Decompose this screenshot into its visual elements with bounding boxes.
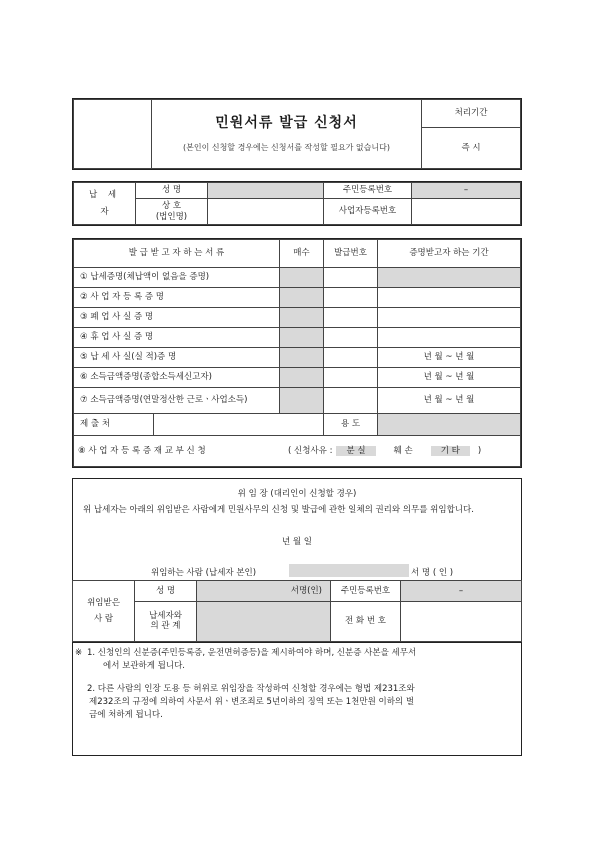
reissue-other-option[interactable]: 기 타 (431, 446, 470, 457)
note-2-line-c: 금에 처하게 됩니다. (89, 710, 163, 721)
doc-issue-no-field[interactable] (324, 268, 378, 288)
doc-row-label: ⑦ 소득금액증명(연말정산한 근로ㆍ사업소득) (74, 388, 280, 414)
processing-period-value: 즉 시 (422, 128, 521, 169)
documents-section (72, 238, 522, 468)
company-label-sub: (법인명) (155, 211, 188, 222)
relation-label-cell (135, 601, 197, 641)
doc-issue-no-field[interactable] (324, 388, 378, 414)
doc-count-field[interactable] (280, 328, 324, 348)
delegatee-resident-no-label: 주민등록번호 (331, 581, 401, 602)
doc-count-field[interactable] (280, 308, 324, 328)
signature-label: 서 명 ( 인 ) (411, 568, 454, 578)
taxpayer-label-cell (74, 183, 136, 225)
notes-mark: ※ (75, 648, 83, 658)
use-field[interactable] (378, 414, 521, 436)
taxpayer-label-1: 납 세 (88, 189, 121, 200)
doc-row-label: ⑤ 납 세 사 실(실 적)증 명 (74, 348, 280, 368)
phone-label: 전 화 번 호 (331, 601, 401, 641)
form-header (72, 98, 522, 170)
doc-count-field[interactable] (280, 368, 324, 388)
doc-issue-no-field[interactable] (324, 368, 378, 388)
doc-issue-no-field[interactable] (324, 308, 378, 328)
name-label: 성 명 (136, 183, 208, 199)
doc-count-field[interactable] (280, 288, 324, 308)
delegatee-resident-no-field[interactable]: – (401, 581, 522, 602)
notes-section (72, 642, 522, 756)
submit-to-field[interactable] (154, 414, 324, 436)
doc-row (74, 388, 521, 414)
doc-row-label: ③ 폐 업 사 실 증 명 (74, 308, 280, 328)
doc-issue-no-field[interactable] (324, 348, 378, 368)
delegatee-label-cell (73, 581, 135, 642)
doc-row (74, 328, 521, 348)
doc-issue-no-field[interactable] (324, 328, 378, 348)
header-blank-cell (74, 100, 152, 169)
doc-row (74, 348, 521, 368)
doc-count-field[interactable] (280, 388, 324, 414)
note-2 (87, 683, 517, 723)
doc-period-field[interactable]: 년 월 ~ 년 월 (378, 368, 521, 388)
reissue-label: ⑧ 사 업 자 등 록 증 재 교 부 신 청 (78, 445, 206, 456)
note-1 (87, 647, 517, 673)
taxpayer-section (72, 181, 522, 226)
doc-count-field[interactable] (280, 348, 324, 368)
doc-row (74, 268, 521, 288)
doc-row-label: ① 납세증명(체납액이 없음을 증명) (74, 268, 280, 288)
doc-row-label: ④ 휴 업 사 실 증 명 (74, 328, 280, 348)
reissue-reason-open: ( 신청사유 : (288, 445, 333, 456)
reissue-row (74, 436, 521, 467)
reissue-damaged-option[interactable]: 훼 손 (393, 445, 413, 456)
doc-row (74, 288, 521, 308)
doc-period-field[interactable] (378, 288, 521, 308)
delegation-section (72, 478, 522, 642)
company-label: 상 호 (161, 200, 182, 211)
docs-header-documents: 발 급 받 고 자 하 는 서 류 (74, 240, 280, 268)
doc-row-label: ② 사 업 자 등 록 증 명 (74, 288, 280, 308)
doc-period-field[interactable] (378, 328, 521, 348)
delegatee-name-field[interactable]: 서명(인) (197, 581, 331, 602)
company-field[interactable] (208, 199, 324, 225)
resident-no-label: 주민등록번호 (324, 183, 412, 199)
reissue-reason-close: ) (477, 445, 482, 456)
taxpayer-label-2: 자 (100, 206, 109, 217)
reissue-lost-option[interactable]: 분 실 (336, 446, 375, 457)
doc-row (74, 368, 521, 388)
delegator-label: 위임하는 사람 (납세자 본인) (151, 568, 257, 578)
doc-row-label: ⑥ 소득금액증명(종합소득세신고자) (74, 368, 280, 388)
business-no-label: 사업자등록번호 (324, 199, 412, 225)
note-2-line-b: 제232조의 규정에 의하여 사문서 위ㆍ변조죄로 5년이하의 징역 또는 1천만원 이하의 벌 (89, 697, 415, 708)
relation-field[interactable] (197, 601, 331, 641)
company-label-cell (136, 199, 208, 225)
delegator-field[interactable] (289, 564, 409, 577)
delegatee-label-2: 사 람 (93, 613, 114, 624)
processing-period-label: 처리기간 (422, 100, 521, 128)
page-title: 민원서류 발급 신청서 (215, 115, 358, 132)
note-1-line-b: 에서 보관하게 됩니다. (103, 661, 186, 672)
relation-label-2: 의 관 계 (150, 621, 181, 632)
use-label: 용 도 (324, 414, 378, 436)
phone-field[interactable] (401, 601, 522, 641)
name-field[interactable] (208, 183, 324, 199)
doc-period-field[interactable] (378, 268, 521, 288)
doc-period-field[interactable]: 년 월 ~ 년 월 (378, 388, 521, 414)
resident-no-field[interactable]: – (412, 183, 521, 199)
delegatee-label-1: 위임받은 (87, 597, 120, 608)
note-1-line-a: 1. 신청인의 신분증(주민등록증, 운전면허증등)을 제시하여야 하며, 신분증 사본을 세무서 (87, 648, 417, 658)
docs-header-count: 매수 (280, 240, 324, 268)
delegation-date: 년 월 일 (281, 537, 313, 547)
doc-period-field[interactable]: 년 월 ~ 년 월 (378, 348, 521, 368)
doc-period-field[interactable] (378, 308, 521, 328)
relation-label-1: 납세자와 (149, 610, 182, 621)
page-subtitle: (본인이 신청할 경우에는 신청서를 작성할 필요가 없습니다) (183, 142, 390, 152)
delegation-body: 위 납세자는 아래의 위임받은 사람에게 민원사무의 신청 및 발급에 관한 일체의 권리와 의무를 위임합니다. (83, 505, 474, 515)
delegatee-name-label: 성 명 (135, 581, 197, 602)
doc-count-field[interactable] (280, 268, 324, 288)
submit-to-label: 제 출 처 (74, 414, 154, 436)
business-no-field[interactable] (412, 199, 521, 225)
docs-header-period: 증명받고자 하는 기간 (378, 240, 521, 268)
docs-header-issue-no: 발급번호 (324, 240, 378, 268)
note-2-line-a: 2. 다른 사람의 인장 도용 등 허위로 위임장을 작성하여 신청할 경우에는 형법 제231조와 (87, 684, 415, 694)
doc-issue-no-field[interactable] (324, 288, 378, 308)
doc-row (74, 308, 521, 328)
delegation-title: 위 임 장 (대리인이 신청할 경우) (237, 489, 357, 499)
title-cell (152, 100, 422, 169)
